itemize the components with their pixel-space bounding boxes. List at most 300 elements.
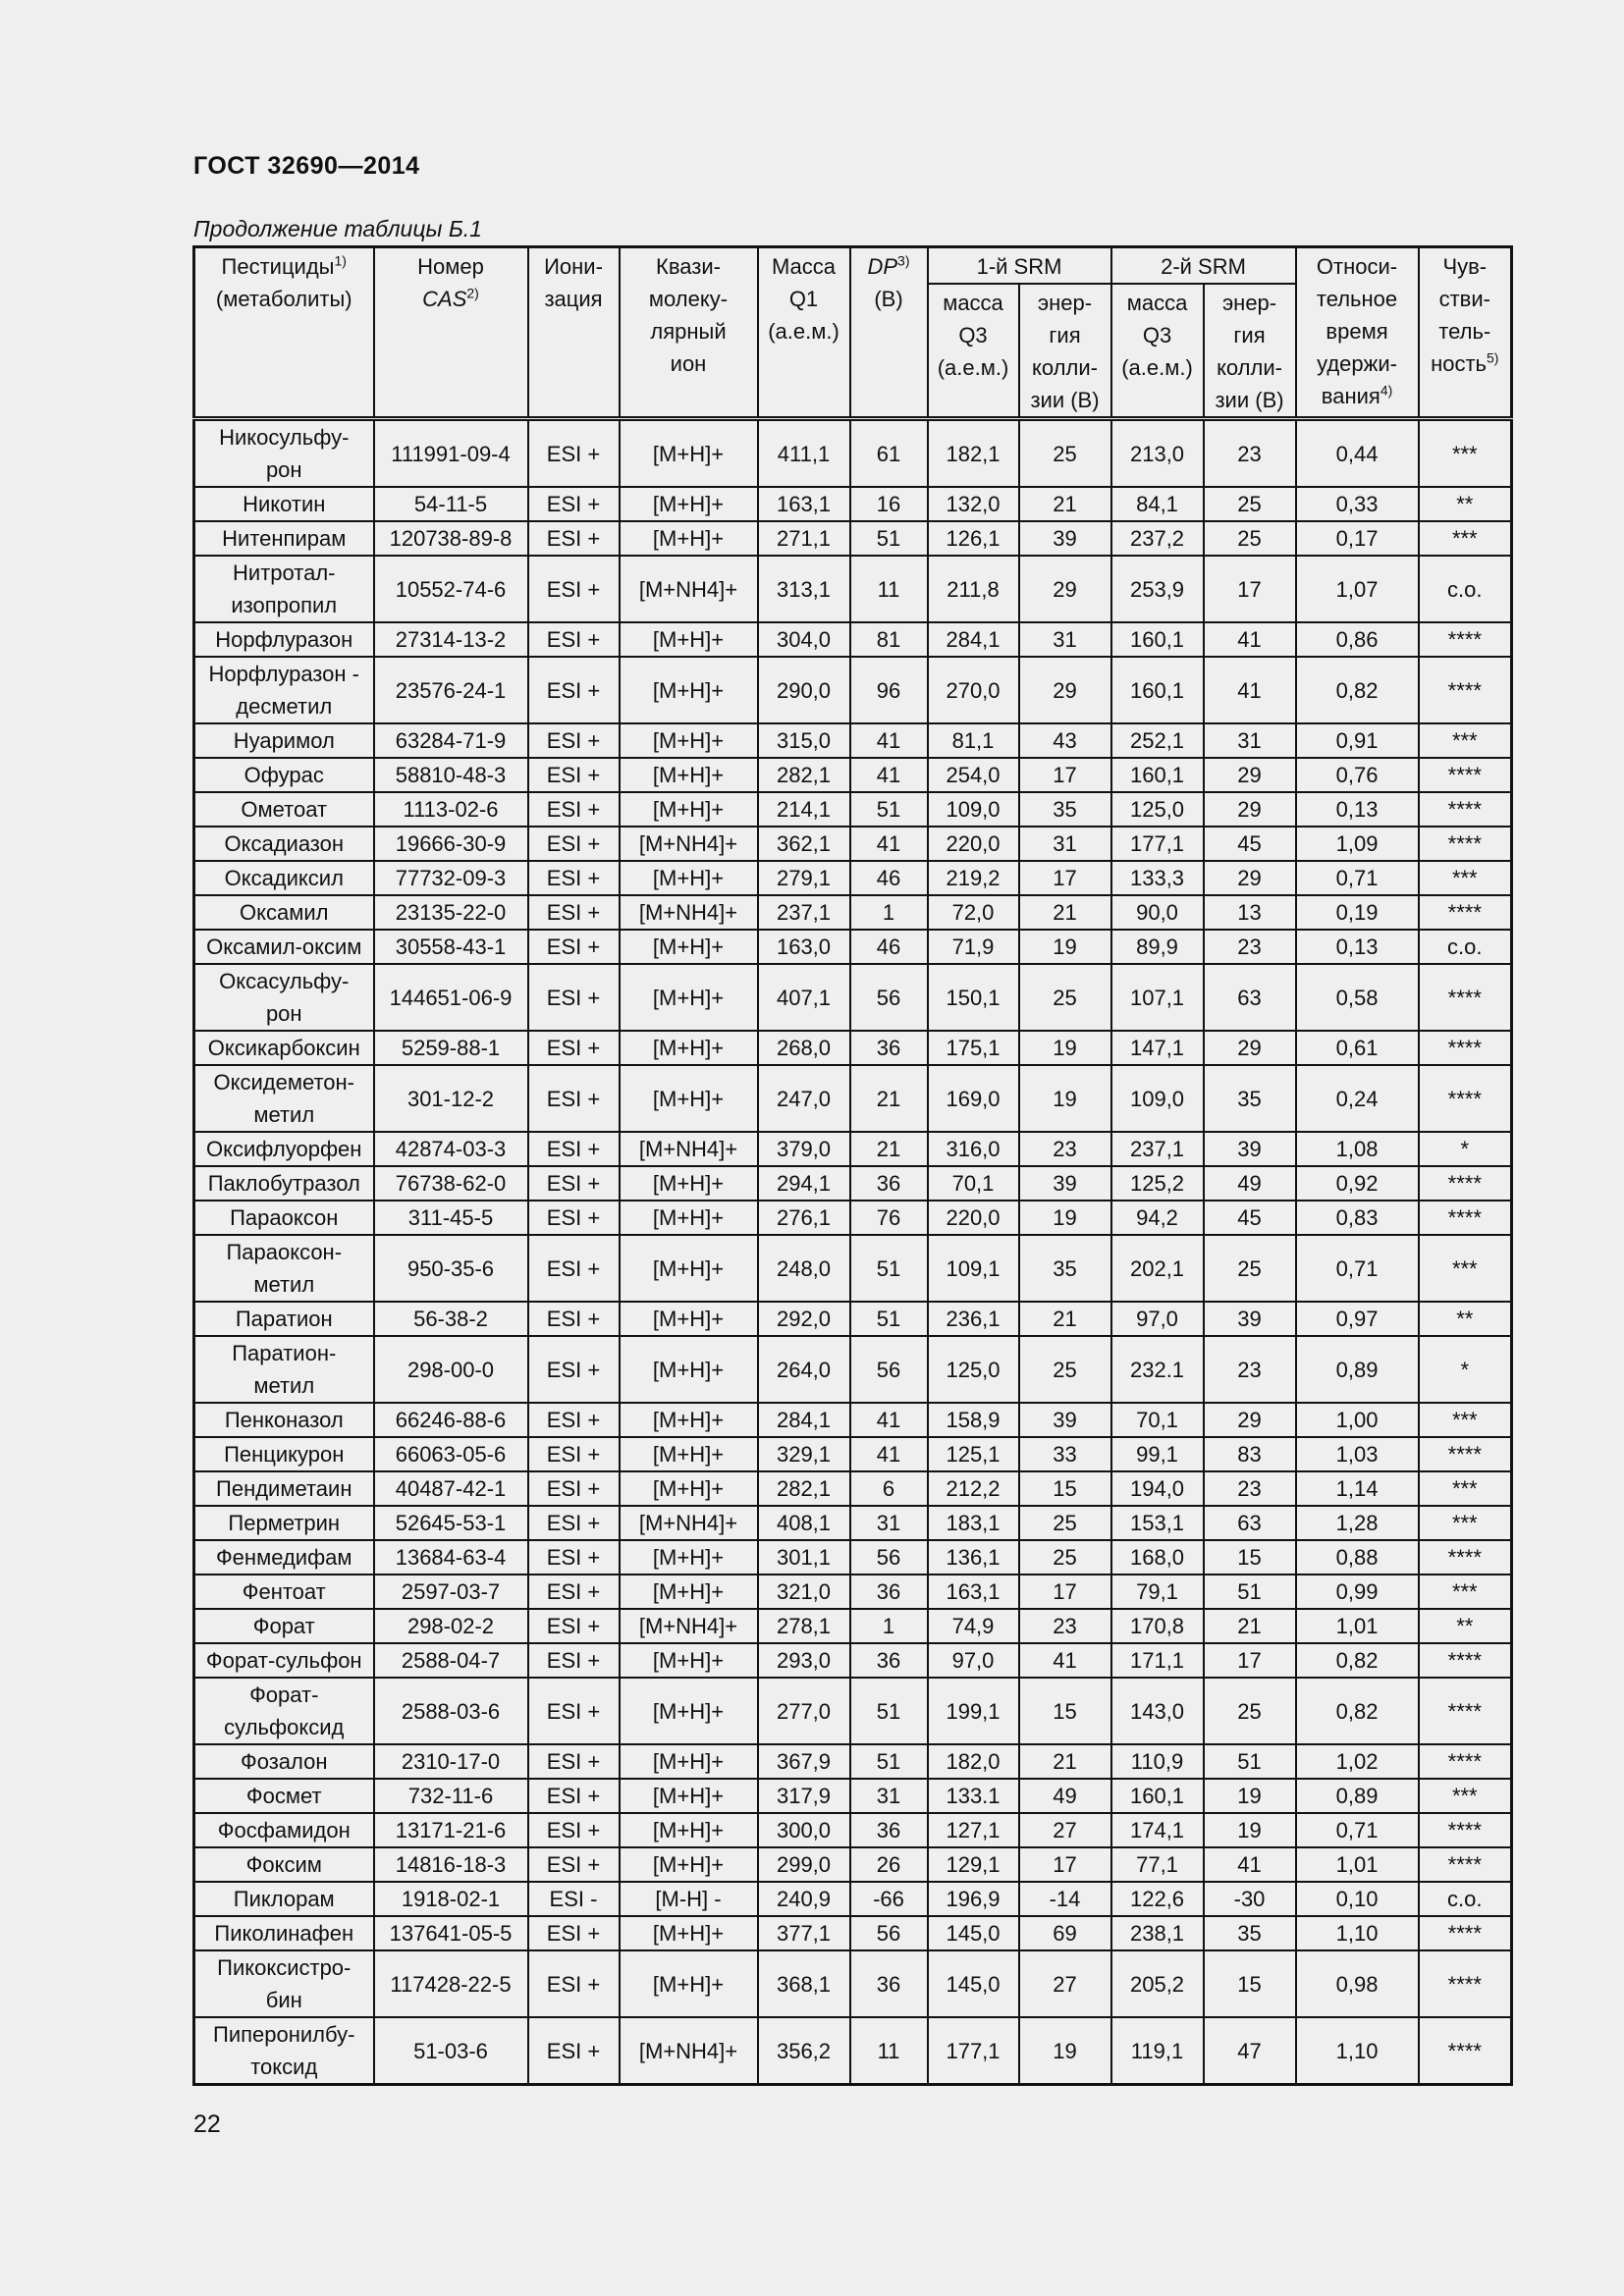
- srm2-energy-cell: 29: [1204, 758, 1296, 792]
- retention-time-cell: 0,99: [1296, 1575, 1419, 1609]
- table-row: [194, 1744, 1512, 1779]
- srm1-mass-cell: 175,1: [928, 1031, 1019, 1065]
- quasi-ion-cell: [M+H]+: [620, 1916, 758, 1950]
- cas-cell: 54-11-5: [374, 487, 528, 521]
- sensitivity-cell: *: [1419, 1336, 1512, 1403]
- quasi-ion-cell: [M+H]+: [620, 1813, 758, 1847]
- srm2-energy-cell: 41: [1204, 657, 1296, 723]
- sensitivity-cell: ***: [1419, 1235, 1512, 1302]
- pesticide-name-cell: [194, 930, 374, 964]
- table-row: [194, 1437, 1512, 1471]
- pesticide-name-cell: [194, 1065, 374, 1132]
- srm2-mass-cell: 253,9: [1111, 556, 1204, 622]
- pesticide-name-cell: [194, 1336, 374, 1403]
- pesticide-name-line: Оксадиазон: [224, 831, 345, 856]
- header-quasi-ion: Квази- молеку- лярный ион: [620, 247, 758, 419]
- srm1-energy-cell: 41: [1019, 1643, 1111, 1678]
- mass-q1-cell: 268,0: [758, 1031, 850, 1065]
- retention-time-cell: 1,01: [1296, 1847, 1419, 1882]
- mass-q1-cell: 294,1: [758, 1166, 850, 1201]
- sensitivity-cell: ***: [1419, 1506, 1512, 1540]
- pesticide-name-line: сульфоксид: [224, 1715, 345, 1739]
- srm2-energy-cell: 49: [1204, 1166, 1296, 1201]
- mass-q1-cell: 301,1: [758, 1540, 850, 1575]
- mass-q1-cell: 277,0: [758, 1678, 850, 1744]
- retention-time-cell: 0,91: [1296, 723, 1419, 758]
- retention-time-cell: 0,82: [1296, 1678, 1419, 1744]
- cas-cell: 27314-13-2: [374, 622, 528, 657]
- table-row: [194, 419, 1512, 488]
- retention-time-cell: 1,09: [1296, 827, 1419, 861]
- quasi-ion-cell: [M+H]+: [620, 1201, 758, 1235]
- mass-q1-cell: 408,1: [758, 1506, 850, 1540]
- pesticide-name-line: Пенцикурон: [224, 1442, 345, 1467]
- cas-cell: 51-03-6: [374, 2017, 528, 2085]
- srm2-mass-cell: 194,0: [1111, 1471, 1204, 1506]
- dp-cell: 26: [850, 1847, 928, 1882]
- mass-q1-cell: 377,1: [758, 1916, 850, 1950]
- pesticide-name-cell: [194, 1166, 374, 1201]
- pesticide-name-line: метил: [253, 1272, 315, 1297]
- retention-time-cell: 0,61: [1296, 1031, 1419, 1065]
- mass-q1-cell: 237,1: [758, 895, 850, 930]
- table-row: [194, 1302, 1512, 1336]
- page-number: 22: [193, 2110, 221, 2138]
- sensitivity-cell: ****: [1419, 964, 1512, 1031]
- pesticide-name-line: Паратион-: [232, 1341, 337, 1365]
- table-row: [194, 521, 1512, 556]
- srm2-energy-cell: 23: [1204, 930, 1296, 964]
- srm2-mass-cell: 143,0: [1111, 1678, 1204, 1744]
- retention-time-cell: 1,02: [1296, 1744, 1419, 1779]
- dp-cell: 41: [850, 1403, 928, 1437]
- srm2-mass-cell: 171,1: [1111, 1643, 1204, 1678]
- table-row: [194, 487, 1512, 521]
- srm1-energy-cell: 33: [1019, 1437, 1111, 1471]
- pesticide-name-cell: [194, 1779, 374, 1813]
- retention-time-cell: 0,98: [1296, 1950, 1419, 2017]
- retention-time-cell: 0,86: [1296, 622, 1419, 657]
- sensitivity-cell: ***: [1419, 419, 1512, 488]
- mass-q1-cell: 299,0: [758, 1847, 850, 1882]
- srm1-mass-cell: 145,0: [928, 1950, 1019, 2017]
- quasi-ion-cell: [M+H]+: [620, 1744, 758, 1779]
- sensitivity-cell: ****: [1419, 1031, 1512, 1065]
- srm1-mass-cell: 219,2: [928, 861, 1019, 895]
- ionization-cell: ESI +: [528, 2017, 620, 2085]
- srm2-energy-cell: 15: [1204, 1540, 1296, 1575]
- header-srm1: 1-й SRM: [928, 247, 1111, 285]
- cas-cell: 10552-74-6: [374, 556, 528, 622]
- srm2-mass-cell: 153,1: [1111, 1506, 1204, 1540]
- srm1-energy-cell: 43: [1019, 723, 1111, 758]
- srm1-energy-cell: 31: [1019, 827, 1111, 861]
- srm1-mass-cell: 132,0: [928, 487, 1019, 521]
- pesticide-name-cell: [194, 419, 374, 488]
- dp-cell: 51: [850, 521, 928, 556]
- mass-q1-cell: 279,1: [758, 861, 850, 895]
- mass-q1-cell: 321,0: [758, 1575, 850, 1609]
- srm1-energy-cell: 35: [1019, 792, 1111, 827]
- pesticide-name-line: Параоксон-: [226, 1240, 343, 1264]
- pesticide-name-line: Параоксон: [230, 1205, 339, 1230]
- sensitivity-cell: ***: [1419, 1575, 1512, 1609]
- srm1-energy-cell: 25: [1019, 1336, 1111, 1403]
- cas-cell: 298-02-2: [374, 1609, 528, 1643]
- srm2-mass-cell: 90,0: [1111, 895, 1204, 930]
- srm2-mass-cell: 122,6: [1111, 1882, 1204, 1916]
- srm2-mass-cell: 107,1: [1111, 964, 1204, 1031]
- pesticide-name-line: Оксифлуорфен: [206, 1137, 362, 1161]
- srm1-mass-cell: 199,1: [928, 1678, 1019, 1744]
- srm2-energy-cell: 15: [1204, 1950, 1296, 2017]
- dp-cell: 61: [850, 419, 928, 488]
- srm2-mass-cell: 125,0: [1111, 792, 1204, 827]
- table-row: [194, 1678, 1512, 1744]
- retention-time-cell: 1,14: [1296, 1471, 1419, 1506]
- sensitivity-cell: ****: [1419, 1678, 1512, 1744]
- srm1-mass-cell: 316,0: [928, 1132, 1019, 1166]
- mass-q1-cell: 293,0: [758, 1643, 850, 1678]
- cas-cell: 13684-63-4: [374, 1540, 528, 1575]
- dp-cell: 36: [850, 1031, 928, 1065]
- dp-cell: 36: [850, 1166, 928, 1201]
- srm2-energy-cell: 25: [1204, 487, 1296, 521]
- pesticide-name-cell: [194, 1882, 374, 1916]
- mass-q1-cell: 362,1: [758, 827, 850, 861]
- srm1-mass-cell: 254,0: [928, 758, 1019, 792]
- table-row: [194, 1609, 1512, 1643]
- cas-cell: 77732-09-3: [374, 861, 528, 895]
- srm2-mass-cell: 119,1: [1111, 2017, 1204, 2085]
- dp-cell: 31: [850, 1779, 928, 1813]
- document-title: ГОСТ 32690—2014: [193, 152, 420, 180]
- quasi-ion-cell: [M+H]+: [620, 1437, 758, 1471]
- dp-cell: 36: [850, 1813, 928, 1847]
- quasi-ion-cell: [M+H]+: [620, 1678, 758, 1744]
- dp-cell: 56: [850, 1336, 928, 1403]
- quasi-ion-cell: [M+H]+: [620, 1336, 758, 1403]
- sensitivity-cell: **: [1419, 487, 1512, 521]
- ionization-cell: ESI +: [528, 1302, 620, 1336]
- table-row: [194, 657, 1512, 723]
- quasi-ion-cell: [M+H]+: [620, 723, 758, 758]
- pesticide-name-cell: [194, 1403, 374, 1437]
- sensitivity-cell: ***: [1419, 1779, 1512, 1813]
- srm1-energy-cell: 15: [1019, 1678, 1111, 1744]
- srm2-mass-cell: 237,1: [1111, 1132, 1204, 1166]
- srm1-mass-cell: 211,8: [928, 556, 1019, 622]
- table-row: [194, 1643, 1512, 1678]
- quasi-ion-cell: [M+NH4]+: [620, 2017, 758, 2085]
- srm1-energy-cell: 17: [1019, 758, 1111, 792]
- cas-cell: 120738-89-8: [374, 521, 528, 556]
- srm1-energy-cell: 29: [1019, 657, 1111, 723]
- quasi-ion-cell: [M+H]+: [620, 1065, 758, 1132]
- pesticide-name-cell: [194, 1506, 374, 1540]
- srm2-mass-cell: 79,1: [1111, 1575, 1204, 1609]
- mass-q1-cell: 214,1: [758, 792, 850, 827]
- pesticide-name-cell: [194, 1437, 374, 1471]
- srm1-energy-cell: 39: [1019, 1403, 1111, 1437]
- sensitivity-cell: ****: [1419, 1201, 1512, 1235]
- dp-cell: 51: [850, 1302, 928, 1336]
- table-row: [194, 1403, 1512, 1437]
- sensitivity-cell: ****: [1419, 1643, 1512, 1678]
- retention-time-cell: 0,33: [1296, 487, 1419, 521]
- table-caption: Продолжение таблицы Б.1: [193, 216, 482, 241]
- pesticide-name-cell: [194, 657, 374, 723]
- mass-q1-cell: 282,1: [758, 1471, 850, 1506]
- mass-q1-cell: 240,9: [758, 1882, 850, 1916]
- cas-cell: 298-00-0: [374, 1336, 528, 1403]
- table-row: [194, 1201, 1512, 1235]
- retention-time-cell: 0,83: [1296, 1201, 1419, 1235]
- header-sensitivity: Чув- стви- тель- ность$^{5)}$: [1419, 247, 1512, 419]
- ionization-cell: ESI +: [528, 556, 620, 622]
- pesticide-name-line: Оксамил-оксим: [206, 934, 362, 959]
- table-row: [194, 1882, 1512, 1916]
- ionization-cell: ESI +: [528, 895, 620, 930]
- cas-cell: 30558-43-1: [374, 930, 528, 964]
- srm2-mass-cell: 94,2: [1111, 1201, 1204, 1235]
- mass-q1-cell: 300,0: [758, 1813, 850, 1847]
- sensitivity-cell: с.о.: [1419, 556, 1512, 622]
- ionization-cell: ESI +: [528, 930, 620, 964]
- dp-cell: 56: [850, 964, 928, 1031]
- ionization-cell: ESI +: [528, 1678, 620, 1744]
- srm2-mass-cell: 168,0: [1111, 1540, 1204, 1575]
- pesticide-name-cell: [194, 792, 374, 827]
- pesticide-name-cell: [194, 2017, 374, 2085]
- srm2-mass-cell: 252,1: [1111, 723, 1204, 758]
- srm2-energy-cell: 29: [1204, 1031, 1296, 1065]
- quasi-ion-cell: [M+H]+: [620, 1540, 758, 1575]
- table-row: [194, 556, 1512, 622]
- srm2-energy-cell: 41: [1204, 1847, 1296, 1882]
- cas-cell: 13171-21-6: [374, 1813, 528, 1847]
- srm1-mass-cell: 158,9: [928, 1403, 1019, 1437]
- table-header: [194, 247, 1512, 419]
- retention-time-cell: 1,07: [1296, 556, 1419, 622]
- table-row: [194, 622, 1512, 657]
- sensitivity-cell: ***: [1419, 723, 1512, 758]
- srm1-energy-cell: 19: [1019, 930, 1111, 964]
- pesticide-name-line: Нитротал-: [233, 561, 336, 585]
- ionization-cell: ESI +: [528, 1201, 620, 1235]
- quasi-ion-cell: [M+H]+: [620, 1575, 758, 1609]
- cas-cell: 301-12-2: [374, 1065, 528, 1132]
- retention-time-cell: 0,10: [1296, 1882, 1419, 1916]
- retention-time-cell: 0,89: [1296, 1336, 1419, 1403]
- pesticide-name-cell: [194, 1847, 374, 1882]
- srm2-mass-cell: 97,0: [1111, 1302, 1204, 1336]
- ionization-cell: ESI +: [528, 1403, 620, 1437]
- retention-time-cell: 0,58: [1296, 964, 1419, 1031]
- srm2-energy-cell: 25: [1204, 1235, 1296, 1302]
- pesticide-name-line: Никотин: [243, 492, 326, 516]
- srm2-energy-cell: 29: [1204, 861, 1296, 895]
- pesticide-name-cell: [194, 758, 374, 792]
- ionization-cell: ESI +: [528, 827, 620, 861]
- mass-q1-cell: 292,0: [758, 1302, 850, 1336]
- cas-cell: 52645-53-1: [374, 1506, 528, 1540]
- srm2-energy-cell: 19: [1204, 1813, 1296, 1847]
- srm2-mass-cell: 160,1: [1111, 657, 1204, 723]
- mass-q1-cell: 163,0: [758, 930, 850, 964]
- pesticide-name-line: Оксадиксил: [224, 866, 344, 890]
- cas-cell: 23576-24-1: [374, 657, 528, 723]
- table-row: [194, 1166, 1512, 1201]
- cas-cell: 76738-62-0: [374, 1166, 528, 1201]
- pesticide-name-cell: [194, 1540, 374, 1575]
- retention-time-cell: 0,13: [1296, 792, 1419, 827]
- ionization-cell: ESI +: [528, 758, 620, 792]
- quasi-ion-cell: [M+H]+: [620, 1031, 758, 1065]
- pesticide-name-line: Фенмедифам: [215, 1545, 352, 1570]
- ionization-cell: ESI +: [528, 1506, 620, 1540]
- ionization-cell: ESI +: [528, 1336, 620, 1403]
- srm2-energy-cell: 45: [1204, 1201, 1296, 1235]
- header-relative-time: Относи- тельное время удержи- вания$^{4)}$: [1296, 247, 1419, 419]
- table-row: [194, 1506, 1512, 1540]
- srm2-mass-cell: 238,1: [1111, 1916, 1204, 1950]
- srm1-energy-cell: 19: [1019, 1031, 1111, 1065]
- dp-cell: 51: [850, 1744, 928, 1779]
- table-row: [194, 964, 1512, 1031]
- cas-cell: 14816-18-3: [374, 1847, 528, 1882]
- pesticide-name-cell: [194, 723, 374, 758]
- dp-cell: 46: [850, 861, 928, 895]
- srm2-energy-cell: 83: [1204, 1437, 1296, 1471]
- retention-time-cell: 1,00: [1296, 1403, 1419, 1437]
- srm1-energy-cell: 29: [1019, 556, 1111, 622]
- cas-cell: 42874-03-3: [374, 1132, 528, 1166]
- dp-cell: 51: [850, 1235, 928, 1302]
- srm1-mass-cell: 182,1: [928, 419, 1019, 488]
- ionization-cell: ESI +: [528, 723, 620, 758]
- srm1-mass-cell: 133.1: [928, 1779, 1019, 1813]
- mass-q1-cell: 317,9: [758, 1779, 850, 1813]
- dp-cell: 36: [850, 1950, 928, 2017]
- dp-cell: -66: [850, 1882, 928, 1916]
- ionization-cell: ESI +: [528, 1744, 620, 1779]
- dp-cell: 1: [850, 1609, 928, 1643]
- srm2-mass-cell: 84,1: [1111, 487, 1204, 521]
- srm1-energy-cell: 21: [1019, 1744, 1111, 1779]
- ionization-cell: ESI +: [528, 1540, 620, 1575]
- srm2-mass-cell: 89,9: [1111, 930, 1204, 964]
- table-row: [194, 1540, 1512, 1575]
- srm1-mass-cell: 196,9: [928, 1882, 1019, 1916]
- ionization-cell: ESI +: [528, 622, 620, 657]
- cas-cell: 40487-42-1: [374, 1471, 528, 1506]
- ionization-cell: ESI +: [528, 1235, 620, 1302]
- srm2-mass-cell: 77,1: [1111, 1847, 1204, 1882]
- mass-q1-cell: 264,0: [758, 1336, 850, 1403]
- sensitivity-cell: с.о.: [1419, 930, 1512, 964]
- pesticide-name-cell: [194, 487, 374, 521]
- cas-cell: 732-11-6: [374, 1779, 528, 1813]
- srm1-energy-cell: 25: [1019, 419, 1111, 488]
- retention-time-cell: 1,01: [1296, 1609, 1419, 1643]
- pesticide-name-line: бин: [265, 1988, 302, 2012]
- srm1-mass-cell: 125,0: [928, 1336, 1019, 1403]
- srm2-energy-cell: 19: [1204, 1779, 1296, 1813]
- mass-q1-cell: 163,1: [758, 487, 850, 521]
- pesticide-name-line: рон: [265, 457, 302, 482]
- pesticide-name-line: Пиколинафен: [214, 1921, 354, 1946]
- sensitivity-cell: ***: [1419, 1471, 1512, 1506]
- sensitivity-cell: ****: [1419, 1166, 1512, 1201]
- cas-cell: 311-45-5: [374, 1201, 528, 1235]
- header-dp: DP$^{3)}$ (В): [850, 247, 928, 419]
- pesticide-name-cell: [194, 1813, 374, 1847]
- srm1-energy-cell: 49: [1019, 1779, 1111, 1813]
- srm2-mass-cell: 99,1: [1111, 1437, 1204, 1471]
- srm2-energy-cell: 35: [1204, 1916, 1296, 1950]
- pesticide-name-line: Норфлуразон: [215, 627, 353, 652]
- table-row: [194, 1575, 1512, 1609]
- ionization-cell: ESI +: [528, 1031, 620, 1065]
- srm1-mass-cell: 109,0: [928, 792, 1019, 827]
- ionization-cell: ESI +: [528, 1437, 620, 1471]
- cas-cell: 144651-06-9: [374, 964, 528, 1031]
- retention-time-cell: 1,03: [1296, 1437, 1419, 1471]
- cas-cell: 58810-48-3: [374, 758, 528, 792]
- pesticide-name-line: Фозалон: [240, 1749, 328, 1774]
- dp-cell: 56: [850, 1540, 928, 1575]
- srm1-mass-cell: 220,0: [928, 1201, 1019, 1235]
- dp-cell: 36: [850, 1575, 928, 1609]
- srm1-mass-cell: 71,9: [928, 930, 1019, 964]
- pesticide-name-line: токсид: [250, 2055, 318, 2079]
- sensitivity-cell: **: [1419, 1609, 1512, 1643]
- table-row: [194, 792, 1512, 827]
- quasi-ion-cell: [M+NH4]+: [620, 1609, 758, 1643]
- srm2-energy-cell: 41: [1204, 622, 1296, 657]
- srm1-energy-cell: 17: [1019, 1575, 1111, 1609]
- srm2-energy-cell: 39: [1204, 1302, 1296, 1336]
- cas-cell: 2588-04-7: [374, 1643, 528, 1678]
- srm1-energy-cell: 69: [1019, 1916, 1111, 1950]
- pesticide-name-line: Паратион: [235, 1307, 333, 1331]
- pesticide-name-line: Норфлуразон -: [208, 662, 359, 686]
- header-srm1-energy: энер- гия колли- зии (В): [1019, 284, 1111, 419]
- dp-cell: 31: [850, 1506, 928, 1540]
- dp-cell: 36: [850, 1643, 928, 1678]
- cas-cell: 1918-02-1: [374, 1882, 528, 1916]
- srm1-energy-cell: 17: [1019, 1847, 1111, 1882]
- pesticide-name-line: Фоксим: [245, 1852, 322, 1877]
- mass-q1-cell: 276,1: [758, 1201, 850, 1235]
- quasi-ion-cell: [M+NH4]+: [620, 556, 758, 622]
- quasi-ion-cell: [M+H]+: [620, 964, 758, 1031]
- srm1-mass-cell: 126,1: [928, 521, 1019, 556]
- pesticide-name-cell: [194, 1609, 374, 1643]
- ionization-cell: ESI +: [528, 1643, 620, 1678]
- srm1-energy-cell: 17: [1019, 861, 1111, 895]
- sensitivity-cell: ***: [1419, 861, 1512, 895]
- quasi-ion-cell: [M+NH4]+: [620, 827, 758, 861]
- mass-q1-cell: 407,1: [758, 964, 850, 1031]
- pesticide-name-cell: [194, 895, 374, 930]
- retention-time-cell: 0,88: [1296, 1540, 1419, 1575]
- ionization-cell: ESI +: [528, 1779, 620, 1813]
- table-row: [194, 2017, 1512, 2085]
- dp-cell: 6: [850, 1471, 928, 1506]
- quasi-ion-cell: [M+H]+: [620, 521, 758, 556]
